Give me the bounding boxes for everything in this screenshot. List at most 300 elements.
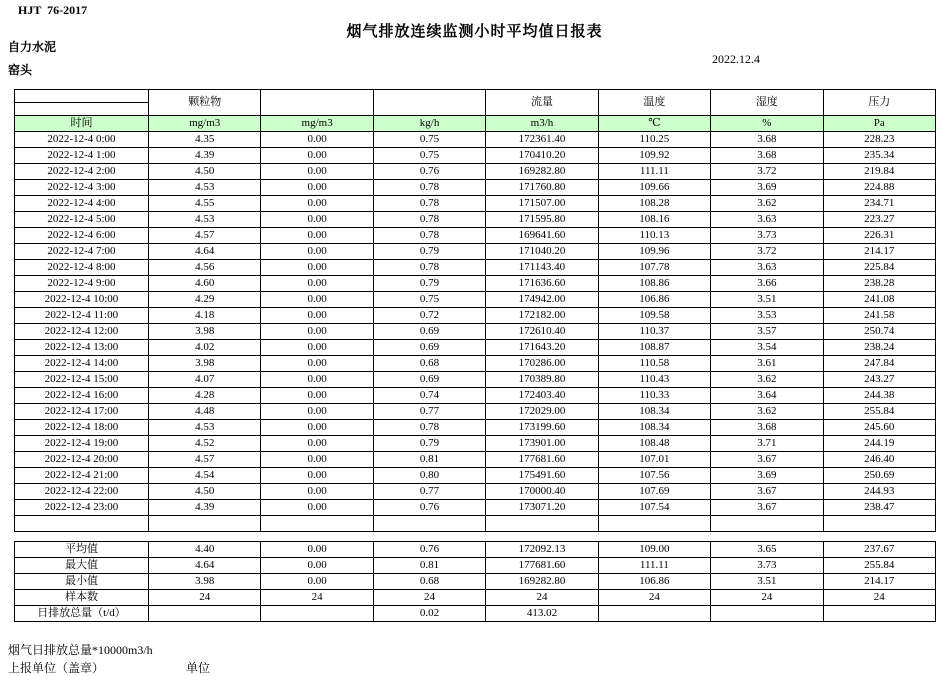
time-cell <box>15 516 149 532</box>
value-cell <box>598 606 710 622</box>
time-cell: 2022-12-4 9:00 <box>15 276 149 292</box>
value-cell: 4.40 <box>149 542 261 558</box>
value-cell: 106.86 <box>598 574 710 590</box>
value-cell: 0.00 <box>261 244 373 260</box>
value-cell: 107.56 <box>598 468 710 484</box>
col-header-flow: 流量 <box>486 90 598 116</box>
value-cell: 0.00 <box>261 542 373 558</box>
value-cell: 224.88 <box>823 180 935 196</box>
value-cell: 0.00 <box>261 196 373 212</box>
value-cell: 0.00 <box>261 372 373 388</box>
summary-table-body <box>15 542 936 622</box>
value-cell: 108.86 <box>598 276 710 292</box>
value-cell: 171143.40 <box>486 260 598 276</box>
time-cell: 2022-12-4 22:00 <box>15 484 149 500</box>
empty-row <box>15 516 936 532</box>
value-cell: 0.00 <box>261 484 373 500</box>
value-cell <box>149 516 261 532</box>
value-cell: 3.64 <box>711 388 823 404</box>
summary-label-cell: 最小值 <box>15 574 149 590</box>
value-cell: 3.67 <box>711 452 823 468</box>
time-cell: 2022-12-4 23:00 <box>15 500 149 516</box>
value-cell: 0.00 <box>261 148 373 164</box>
value-cell: 0.02 <box>373 606 485 622</box>
value-cell: 24 <box>261 590 373 606</box>
value-cell: 0.74 <box>373 388 485 404</box>
unit-cell: mg/m3 <box>261 116 373 132</box>
value-cell: 3.72 <box>711 164 823 180</box>
table-row <box>15 324 936 340</box>
value-cell: 172610.40 <box>486 324 598 340</box>
value-cell: 111.11 <box>598 558 710 574</box>
value-cell: 3.62 <box>711 372 823 388</box>
value-cell: 24 <box>711 590 823 606</box>
summary-row <box>15 574 936 590</box>
value-cell: 170410.20 <box>486 148 598 164</box>
time-cell: 2022-12-4 5:00 <box>15 212 149 228</box>
value-cell: 173199.60 <box>486 420 598 436</box>
value-cell: 228.23 <box>823 132 935 148</box>
value-cell: 24 <box>486 590 598 606</box>
time-cell: 2022-12-4 19:00 <box>15 436 149 452</box>
value-cell: 250.74 <box>823 324 935 340</box>
time-header-spacer <box>15 103 149 116</box>
table-row <box>15 452 936 468</box>
value-cell: 109.58 <box>598 308 710 324</box>
table-row <box>15 164 936 180</box>
value-cell: 235.34 <box>823 148 935 164</box>
summary-row <box>15 542 936 558</box>
value-cell: 238.47 <box>823 500 935 516</box>
value-cell: 169282.80 <box>486 574 598 590</box>
value-cell: 110.58 <box>598 356 710 372</box>
summary-label-cell: 样本数 <box>15 590 149 606</box>
value-cell: 3.67 <box>711 500 823 516</box>
col-header-blank-2 <box>373 90 485 116</box>
value-cell: 108.16 <box>598 212 710 228</box>
value-cell: 214.17 <box>823 244 935 260</box>
time-cell: 2022-12-4 10:00 <box>15 292 149 308</box>
value-cell: 0.78 <box>373 228 485 244</box>
table-row <box>15 340 936 356</box>
units-row <box>15 116 936 132</box>
table-row <box>15 196 936 212</box>
table-row <box>15 212 936 228</box>
value-cell: 175491.60 <box>486 468 598 484</box>
value-cell: 108.87 <box>598 340 710 356</box>
summary-label-cell: 日排放总量（t/d） <box>15 606 149 622</box>
value-cell: 3.65 <box>711 542 823 558</box>
value-cell: 0.75 <box>373 148 485 164</box>
value-cell: 170389.80 <box>486 372 598 388</box>
value-cell: 0.00 <box>261 132 373 148</box>
col-header-blank-1 <box>261 90 373 116</box>
value-cell: 4.50 <box>149 164 261 180</box>
value-cell: 0.00 <box>261 436 373 452</box>
value-cell: 171643.20 <box>486 340 598 356</box>
value-cell: 0.76 <box>373 542 485 558</box>
time-cell: 2022-12-4 17:00 <box>15 404 149 420</box>
value-cell: 0.72 <box>373 308 485 324</box>
value-cell: 110.33 <box>598 388 710 404</box>
value-cell: 3.63 <box>711 212 823 228</box>
value-cell: 3.73 <box>711 228 823 244</box>
value-cell: 3.63 <box>711 260 823 276</box>
value-cell: 241.58 <box>823 308 935 324</box>
value-cell: 0.78 <box>373 420 485 436</box>
value-cell: 223.27 <box>823 212 935 228</box>
value-cell: 107.54 <box>598 500 710 516</box>
value-cell: 0.00 <box>261 558 373 574</box>
value-cell <box>261 606 373 622</box>
value-cell: 109.92 <box>598 148 710 164</box>
value-cell: 0.78 <box>373 260 485 276</box>
time-cell: 2022-12-4 4:00 <box>15 196 149 212</box>
value-cell: 0.00 <box>261 404 373 420</box>
unit-cell: m3/h <box>486 116 598 132</box>
value-cell: 4.56 <box>149 260 261 276</box>
value-cell: 172182.00 <box>486 308 598 324</box>
table-row <box>15 132 936 148</box>
unit-cell: Pa <box>823 116 935 132</box>
table-row <box>15 404 936 420</box>
value-cell: 3.54 <box>711 340 823 356</box>
value-cell: 3.66 <box>711 276 823 292</box>
summary-row <box>15 558 936 574</box>
table-row <box>15 500 936 516</box>
summary-label-cell: 最大值 <box>15 558 149 574</box>
unit-cell: kg/h <box>373 116 485 132</box>
value-cell: 3.51 <box>711 574 823 590</box>
summary-row <box>15 606 936 622</box>
table-row <box>15 228 936 244</box>
value-cell: 237.67 <box>823 542 935 558</box>
value-cell: 110.37 <box>598 324 710 340</box>
value-cell: 4.54 <box>149 468 261 484</box>
table-row <box>15 260 936 276</box>
value-cell: 0.69 <box>373 340 485 356</box>
value-cell: 0.75 <box>373 292 485 308</box>
value-cell: 4.39 <box>149 148 261 164</box>
value-cell: 0.68 <box>373 356 485 372</box>
value-cell: 4.48 <box>149 404 261 420</box>
value-cell: 4.18 <box>149 308 261 324</box>
value-cell: 241.08 <box>823 292 935 308</box>
value-cell: 244.38 <box>823 388 935 404</box>
value-cell: 108.34 <box>598 420 710 436</box>
value-cell: 172403.40 <box>486 388 598 404</box>
value-cell: 4.64 <box>149 558 261 574</box>
value-cell: 244.19 <box>823 436 935 452</box>
doc-code: HJT 76-2017 <box>18 3 88 17</box>
value-cell: 3.53 <box>711 308 823 324</box>
daily-total-note: 烟气日排放总量*10000m3/h <box>8 643 153 657</box>
value-cell <box>261 516 373 532</box>
unit-cell: mg/m3 <box>149 116 261 132</box>
value-cell: 4.60 <box>149 276 261 292</box>
value-cell: 107.78 <box>598 260 710 276</box>
value-cell: 250.69 <box>823 468 935 484</box>
value-cell: 0.68 <box>373 574 485 590</box>
value-cell: 0.00 <box>261 212 373 228</box>
value-cell: 110.43 <box>598 372 710 388</box>
time-cell: 2022-12-4 11:00 <box>15 308 149 324</box>
value-cell: 3.61 <box>711 356 823 372</box>
summary-label-cell: 平均值 <box>15 542 149 558</box>
value-cell: 4.02 <box>149 340 261 356</box>
value-cell: 173901.00 <box>486 436 598 452</box>
value-cell: 4.55 <box>149 196 261 212</box>
value-cell: 4.35 <box>149 132 261 148</box>
value-cell: 0.77 <box>373 484 485 500</box>
value-cell: 172092.13 <box>486 542 598 558</box>
value-cell: 0.00 <box>261 500 373 516</box>
value-cell: 3.73 <box>711 558 823 574</box>
main-table <box>14 89 936 532</box>
table-row <box>15 356 936 372</box>
value-cell: 110.13 <box>598 228 710 244</box>
table-row <box>15 276 936 292</box>
value-cell <box>486 516 598 532</box>
value-cell: 0.81 <box>373 452 485 468</box>
value-cell: 0.79 <box>373 244 485 260</box>
time-column-label: 时间 <box>15 116 149 132</box>
value-cell: 0.81 <box>373 558 485 574</box>
col-header-temperature: 温度 <box>598 90 710 116</box>
value-cell: 3.69 <box>711 180 823 196</box>
group-header-row <box>15 90 936 103</box>
table-row <box>15 484 936 500</box>
time-cell: 2022-12-4 21:00 <box>15 468 149 484</box>
value-cell: 0.76 <box>373 164 485 180</box>
time-header-spacer <box>15 90 149 103</box>
value-cell: 3.67 <box>711 484 823 500</box>
value-cell: 109.96 <box>598 244 710 260</box>
value-cell: 4.28 <box>149 388 261 404</box>
value-cell: 108.34 <box>598 404 710 420</box>
value-cell: 3.98 <box>149 324 261 340</box>
time-cell: 2022-12-4 13:00 <box>15 340 149 356</box>
col-header-humidity: 湿度 <box>711 90 823 116</box>
value-cell: 245.60 <box>823 420 935 436</box>
time-cell: 2022-12-4 14:00 <box>15 356 149 372</box>
company-name: 自力水泥 <box>8 40 57 54</box>
value-cell: 0.69 <box>373 324 485 340</box>
unit-label: 单位 <box>186 661 211 675</box>
value-cell: 0.00 <box>261 468 373 484</box>
value-cell: 0.00 <box>261 420 373 436</box>
value-cell: 243.27 <box>823 372 935 388</box>
value-cell: 255.84 <box>823 404 935 420</box>
value-cell: 244.93 <box>823 484 935 500</box>
value-cell: 0.00 <box>261 180 373 196</box>
value-cell: 0.77 <box>373 404 485 420</box>
value-cell: 0.78 <box>373 196 485 212</box>
col-header-pm: 颗粒物 <box>149 90 261 116</box>
value-cell: 111.11 <box>598 164 710 180</box>
report-date: 2022.12.4 <box>712 52 760 66</box>
value-cell: 0.78 <box>373 180 485 196</box>
value-cell: 214.17 <box>823 574 935 590</box>
value-cell: 4.53 <box>149 180 261 196</box>
value-cell: 0.80 <box>373 468 485 484</box>
value-cell: 246.40 <box>823 452 935 468</box>
table-row <box>15 468 936 484</box>
value-cell: 0.00 <box>261 228 373 244</box>
value-cell: 106.86 <box>598 292 710 308</box>
value-cell: 0.00 <box>261 452 373 468</box>
value-cell: 0.00 <box>261 276 373 292</box>
time-cell: 2022-12-4 0:00 <box>15 132 149 148</box>
main-table-header <box>15 90 936 132</box>
value-cell: 4.53 <box>149 212 261 228</box>
col-header-pressure: 压力 <box>823 90 935 116</box>
table-row <box>15 388 936 404</box>
value-cell: 3.71 <box>711 436 823 452</box>
value-cell: 172361.40 <box>486 132 598 148</box>
value-cell: 171595.80 <box>486 212 598 228</box>
time-cell: 2022-12-4 3:00 <box>15 180 149 196</box>
value-cell: 3.68 <box>711 420 823 436</box>
value-cell <box>711 606 823 622</box>
value-cell: 108.48 <box>598 436 710 452</box>
value-cell: 173071.20 <box>486 500 598 516</box>
value-cell: 174942.00 <box>486 292 598 308</box>
value-cell: 108.28 <box>598 196 710 212</box>
value-cell: 24 <box>598 590 710 606</box>
value-cell: 4.57 <box>149 452 261 468</box>
report-unit-label: 上报单位（盖章） <box>8 661 105 675</box>
value-cell: 0.76 <box>373 500 485 516</box>
table-row <box>15 148 936 164</box>
value-cell: 3.68 <box>711 148 823 164</box>
value-cell: 238.28 <box>823 276 935 292</box>
value-cell: 24 <box>373 590 485 606</box>
value-cell: 171636.60 <box>486 276 598 292</box>
time-cell: 2022-12-4 12:00 <box>15 324 149 340</box>
value-cell: 172029.00 <box>486 404 598 420</box>
value-cell: 0.75 <box>373 132 485 148</box>
tables-area <box>14 89 936 622</box>
value-cell: 0.00 <box>261 292 373 308</box>
page-title: 烟气排放连续监测小时平均值日报表 <box>346 22 603 40</box>
value-cell <box>711 516 823 532</box>
value-cell <box>598 516 710 532</box>
value-cell: 238.24 <box>823 340 935 356</box>
value-cell <box>149 606 261 622</box>
table-row <box>15 180 936 196</box>
value-cell: 3.62 <box>711 196 823 212</box>
value-cell: 169641.60 <box>486 228 598 244</box>
time-cell: 2022-12-4 16:00 <box>15 388 149 404</box>
value-cell: 225.84 <box>823 260 935 276</box>
value-cell: 0.00 <box>261 340 373 356</box>
value-cell: 3.72 <box>711 244 823 260</box>
value-cell: 4.64 <box>149 244 261 260</box>
value-cell: 3.62 <box>711 404 823 420</box>
value-cell: 3.51 <box>711 292 823 308</box>
value-cell: 0.00 <box>261 388 373 404</box>
value-cell: 4.53 <box>149 420 261 436</box>
table-row <box>15 244 936 260</box>
value-cell: 0.79 <box>373 276 485 292</box>
value-cell: 107.69 <box>598 484 710 500</box>
value-cell: 247.84 <box>823 356 935 372</box>
value-cell: 4.52 <box>149 436 261 452</box>
value-cell: 0.69 <box>373 372 485 388</box>
value-cell: 3.57 <box>711 324 823 340</box>
value-cell: 226.31 <box>823 228 935 244</box>
table-row <box>15 292 936 308</box>
value-cell: 4.07 <box>149 372 261 388</box>
value-cell: 170286.00 <box>486 356 598 372</box>
value-cell: 3.68 <box>711 132 823 148</box>
value-cell: 4.50 <box>149 484 261 500</box>
value-cell <box>823 606 935 622</box>
value-cell <box>373 516 485 532</box>
value-cell: 110.25 <box>598 132 710 148</box>
time-cell: 2022-12-4 20:00 <box>15 452 149 468</box>
unit-cell: % <box>711 116 823 132</box>
value-cell: 177681.60 <box>486 452 598 468</box>
value-cell: 169282.80 <box>486 164 598 180</box>
unit-cell: ℃ <box>598 116 710 132</box>
value-cell: 24 <box>823 590 935 606</box>
value-cell: 413.02 <box>486 606 598 622</box>
value-cell: 0.78 <box>373 212 485 228</box>
value-cell: 3.69 <box>711 468 823 484</box>
value-cell: 4.39 <box>149 500 261 516</box>
summary-row <box>15 590 936 606</box>
value-cell: 0.00 <box>261 574 373 590</box>
value-cell: 3.98 <box>149 574 261 590</box>
location-name: 窑头 <box>8 63 33 77</box>
value-cell: 219.84 <box>823 164 935 180</box>
time-cell: 2022-12-4 15:00 <box>15 372 149 388</box>
table-row <box>15 372 936 388</box>
summary-table <box>14 541 936 622</box>
time-cell: 2022-12-4 7:00 <box>15 244 149 260</box>
time-cell: 2022-12-4 1:00 <box>15 148 149 164</box>
main-table-body <box>15 132 936 532</box>
value-cell: 24 <box>149 590 261 606</box>
value-cell: 171040.20 <box>486 244 598 260</box>
value-cell: 170000.40 <box>486 484 598 500</box>
table-row <box>15 308 936 324</box>
value-cell: 0.00 <box>261 260 373 276</box>
time-cell: 2022-12-4 18:00 <box>15 420 149 436</box>
value-cell: 171507.00 <box>486 196 598 212</box>
value-cell: 4.57 <box>149 228 261 244</box>
value-cell: 3.98 <box>149 356 261 372</box>
value-cell: 234.71 <box>823 196 935 212</box>
value-cell: 177681.60 <box>486 558 598 574</box>
value-cell: 0.00 <box>261 356 373 372</box>
value-cell <box>823 516 935 532</box>
value-cell: 4.29 <box>149 292 261 308</box>
value-cell: 0.00 <box>261 164 373 180</box>
value-cell: 107.01 <box>598 452 710 468</box>
table-row <box>15 436 936 452</box>
value-cell: 0.00 <box>261 324 373 340</box>
value-cell: 0.79 <box>373 436 485 452</box>
value-cell: 0.00 <box>261 308 373 324</box>
value-cell: 109.66 <box>598 180 710 196</box>
value-cell: 255.84 <box>823 558 935 574</box>
value-cell: 171760.80 <box>486 180 598 196</box>
value-cell: 109.00 <box>598 542 710 558</box>
time-cell: 2022-12-4 2:00 <box>15 164 149 180</box>
